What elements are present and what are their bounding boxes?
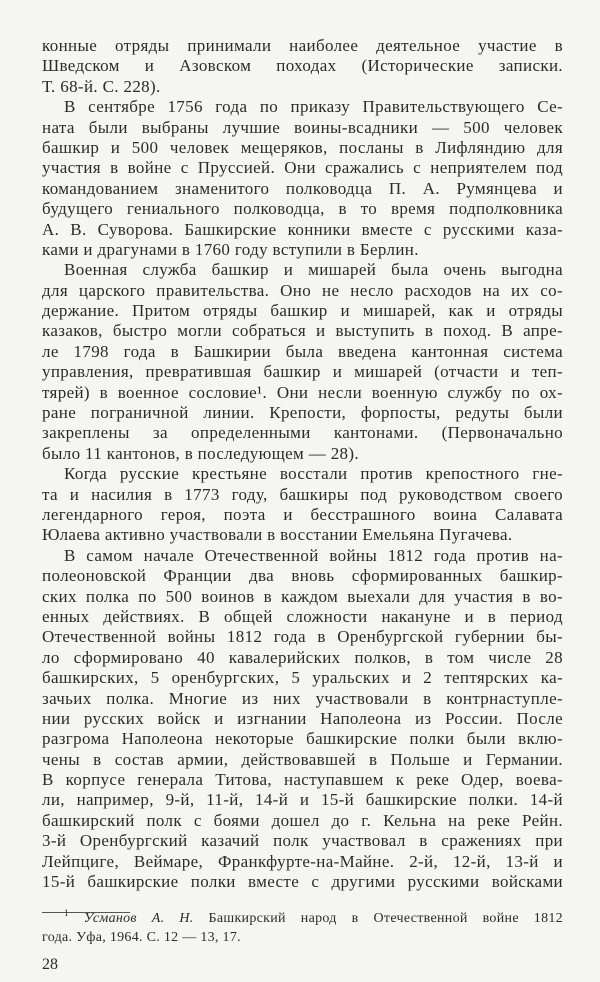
text-line: Шведском и Азовском походах (Исторические записки. [42,56,563,76]
footnote-author: Усманов А. Н. [83,911,194,926]
text-line: Лейпциге, Веймаре, Франкфурте-на-Майне. 2-й, 12-й, 13-й и [42,851,563,871]
text-line: управления, превратившая башкир и мишарей (отчасти и теп- [42,362,563,382]
text-line: В сентябре 1756 года по приказу Правительствующего Се- [64,97,563,117]
text-line: Юлаева активно участвовали в восстании Емельяна Пугачева. [42,525,513,545]
text-line: енных действиях. В общей сложности накануне и в период [42,606,563,626]
text-line: нии русских войск и изгнании Наполеона из России. После [42,708,563,728]
text-line: полеоновской Франции два вновь сформированных башкир- [42,566,563,586]
text-line: та и насилия в 1773 году, башкиры под руководством своего [42,484,563,504]
text-line: конные отряды принимали наиболее деятельное участие в [42,36,563,55]
text-line: тярей) в военное сословие¹. Они несли военную службу по ох- [42,382,563,402]
text-line: зачьих полка. Многие из них участвовали в контрнаступле- [42,688,563,708]
text-line: участия в войне с Пруссией. Они сражались с неприятелем под [42,158,563,178]
text-line: держание. Притом отряды башкир и мишарей, как и отряды [42,301,563,321]
footnote-marker: 1 [64,908,69,918]
text-line: Когда русские крестьяне восстали против крепостного гне- [64,464,563,484]
text-line: ло сформировано 40 кавалерийских полков, в том числе 28 [42,647,563,667]
paragraph [42,546,563,893]
text-line: командованием знаменитого полководца П. А. Румянцева и [42,178,563,198]
text-line: чены в состав армии, действовавшей в Польше и Германии. [42,749,563,769]
text-line: ских полка по 500 воинов в каждом выехали для участия в во- [42,586,563,606]
paragraph [42,36,563,97]
footnote [42,909,563,947]
text-line: В корпусе генерала Титова, наступавшем к реке Одер, воева- [42,770,563,790]
text-line: Военная служба башкир и мишарей была очень выгодна [64,260,563,280]
text-line: было 11 кантонов, в последующем — 28). [42,443,360,463]
text-line: ране пограничной линии. Крепости, форпосты, редуты были [42,403,563,423]
page-number: 28 [42,956,58,973]
footnote-title: Башкирский народ в Отечественной войне 1812 [193,911,563,926]
text-line: для царского правительства. Оно не несло расходов на их со- [42,280,563,300]
text-line: ли, например, 9-й, 11-й, 14-й и 15-й башкирские полки. 14-й [42,790,563,810]
text-line: казаков, быстро могли собраться и выступить в поход. В апре- [42,321,563,341]
text-line: башкирский полк с боями дошел до г. Кельна на реке Рейн. [42,810,563,830]
paragraph [42,97,563,260]
text-line: ками и драгунами в 1760 году вступили в Берлин. [42,239,419,259]
text-line: башкирских, 5 оренбургских, 5 уральских и 2 тептярских ка- [42,668,563,688]
footnote-line-1 [42,909,563,928]
text-line: закреплены за определенными кантонами. (Первоначально [42,423,563,443]
text-line: ле 1798 года в Башкирии была введена кантонная система [42,341,563,361]
text-line: разгрома Наполеона некоторые башкирские полки были вклю- [42,729,563,749]
text-line: Т. 68-й. С. 228). [42,76,161,96]
body-text [42,36,563,892]
text-line: ната были выбраны лучшие воины-всадники — 500 человек [42,117,563,137]
text-line: В самом начале Отечественной войны 1812 года против на- [64,545,563,565]
paragraph [42,260,563,464]
text-line: Отечественной войны 1812 года в Оренбургской губернии бы- [42,627,563,647]
text-line: башкир и 500 человек мещеряков, посланы в Лифляндию для [42,137,563,157]
text-line: 15-й башкирские полки вместе с другими русскими войсками [42,872,563,892]
footnote-line-2: года. Уфа, 1964. С. 12 — 13, 17. [42,930,241,945]
paragraph [42,464,563,546]
text-line: будущего гениального полководца, в то время подполковника [42,199,563,219]
text-line: 3-й Оренбургский казачий полк участвовал в сражениях при [42,831,563,851]
text-line: А. В. Суворова. Башкирские конники вместе с русскими каза- [42,219,563,239]
text-line: легендарного героя, поэта и бесстрашного воина Салавата [42,504,563,524]
